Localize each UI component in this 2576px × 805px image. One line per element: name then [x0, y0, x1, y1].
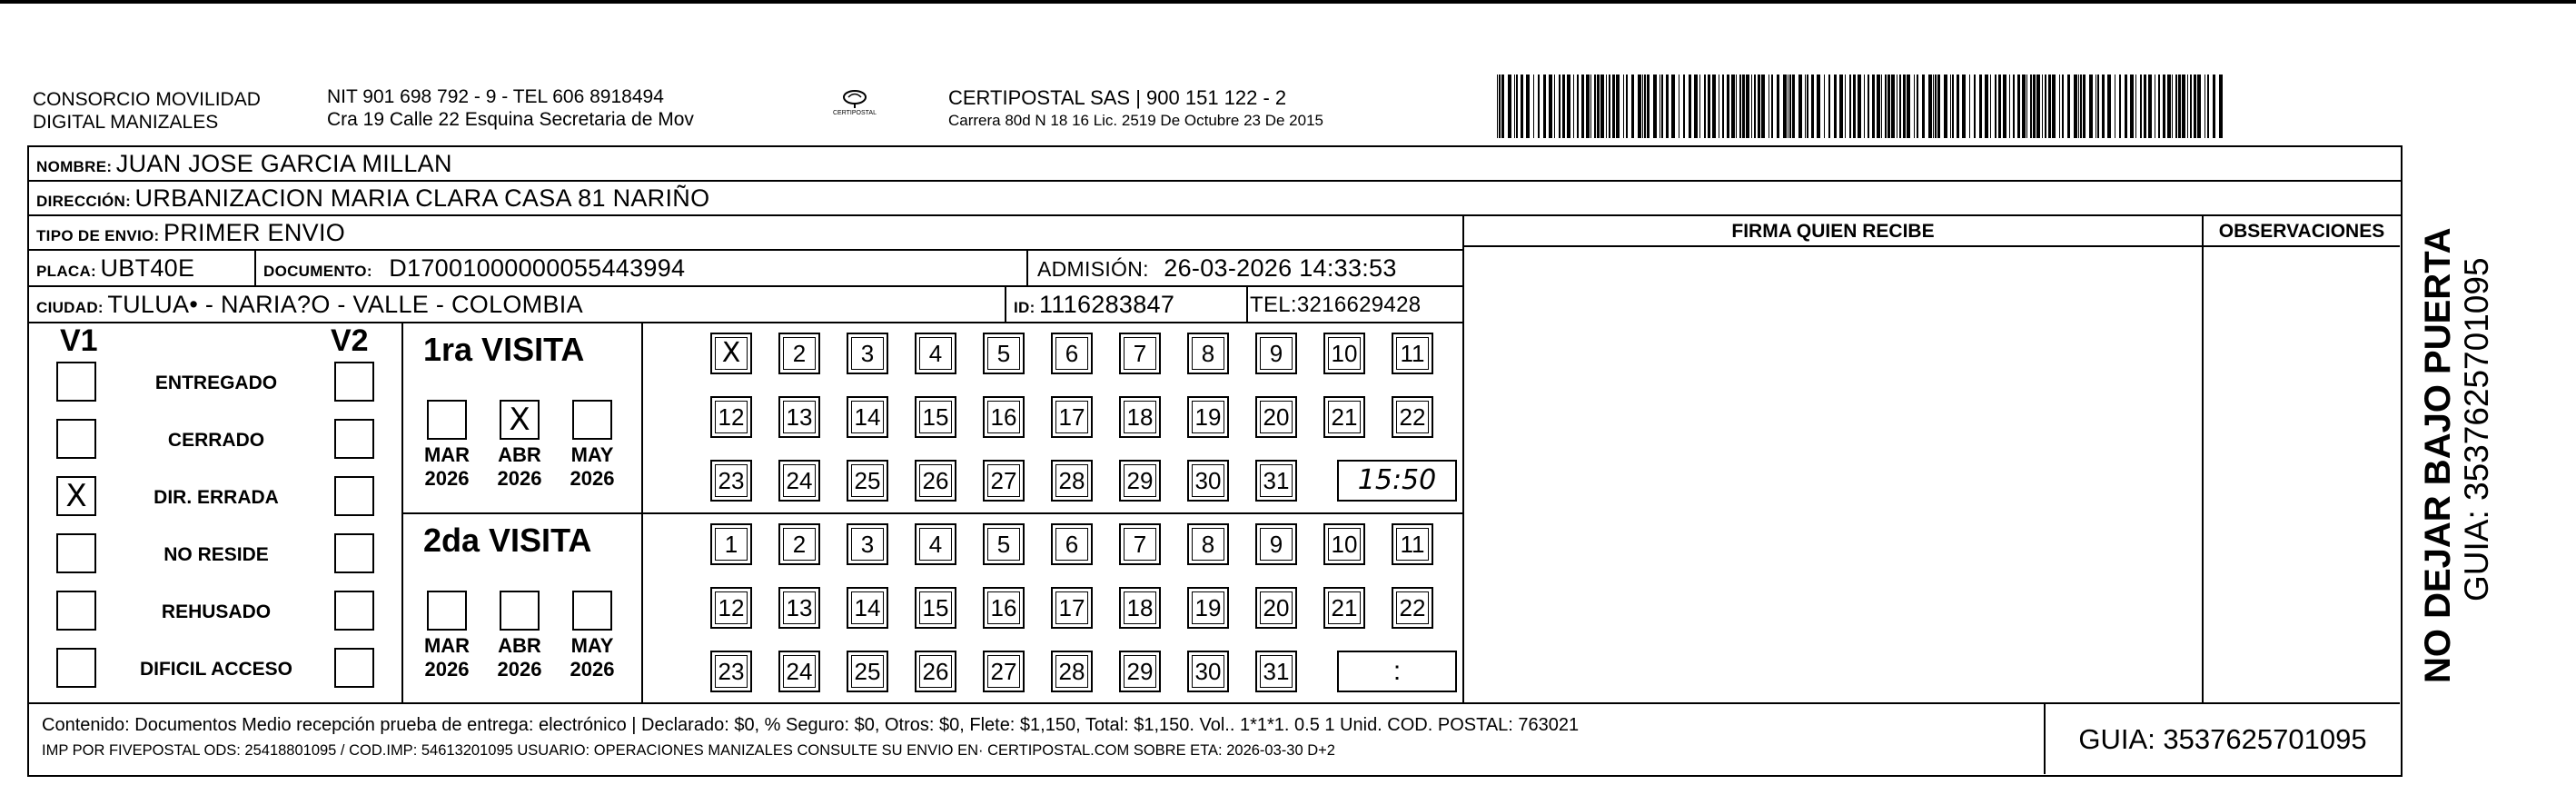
month-name: MAR — [423, 443, 471, 466]
day-number: 14 — [854, 403, 881, 431]
status-option-label: REHUSADO — [161, 601, 272, 622]
side-warning: NO DEJAR BAJO PUERTA — [2418, 227, 2458, 683]
month-name: MAR — [423, 634, 471, 657]
status-option-label: NO RESIDE — [163, 544, 269, 565]
day-box[interactable] — [1051, 587, 1093, 629]
day-box[interactable] — [710, 460, 752, 502]
day-box[interactable] — [1255, 651, 1297, 692]
day-box[interactable] — [710, 333, 752, 374]
day-box[interactable] — [915, 651, 956, 692]
day-box[interactable] — [1119, 523, 1161, 565]
form-box — [27, 145, 2403, 777]
side-guia: GUIA: 3537625701095 — [2458, 257, 2495, 601]
certipostal-sub: Carrera 80d N 18 16 Lic. 2519 De Octubre 23 De 2015 — [948, 112, 1323, 129]
status-option-label: DIR. ERRADA — [154, 487, 279, 508]
day-number: 11 — [1400, 340, 1425, 367]
month-label — [563, 443, 621, 491]
company-name-line1: CONSORCIO MOVILIDAD — [33, 89, 261, 110]
v2-checkbox[interactable] — [334, 419, 374, 459]
month-label — [418, 634, 476, 681]
v1-checkbox[interactable]: X — [56, 476, 96, 516]
visit-2 — [403, 514, 1462, 702]
day-number: 27 — [990, 658, 1017, 685]
day-box[interactable] — [1255, 460, 1297, 502]
company-info-line2: Cra 19 Calle 22 Esquina Secretaria de Mov — [327, 109, 694, 130]
day-box[interactable] — [915, 523, 956, 565]
day-box[interactable] — [1323, 587, 1365, 629]
month-checkbox[interactable] — [572, 591, 612, 631]
day-box[interactable] — [710, 651, 752, 692]
id-label: ID: — [1014, 299, 1035, 316]
row-direccion — [29, 182, 2401, 216]
documento-label: DOCUMENTO: — [263, 263, 372, 280]
day-box[interactable] — [778, 460, 820, 502]
day-number: 31 — [1263, 658, 1290, 685]
month-name: MAY — [570, 443, 614, 466]
day-box[interactable] — [710, 587, 752, 629]
month-year: 2026 — [570, 658, 615, 681]
day-number: 7 — [1133, 340, 1147, 367]
day-box[interactable] — [1051, 460, 1093, 502]
month-checkbox[interactable] — [427, 400, 467, 440]
admision-label: ADMISIÓN: — [1037, 257, 1149, 281]
certipostal-logo — [828, 89, 881, 134]
tipo-value: PRIMER ENVIO — [163, 219, 346, 246]
observaciones-header: OBSERVACIONES — [2204, 216, 2400, 247]
day-number: 29 — [1126, 658, 1154, 685]
day-number: 7 — [1133, 531, 1147, 558]
admision-value: 26-03-2026 14:33:53 — [1164, 254, 1397, 282]
company-info-line1: NIT 901 698 792 - 9 - TEL 606 8918494 — [327, 86, 664, 107]
placa-value: UBT40E — [100, 254, 195, 282]
day-number: 20 — [1263, 594, 1290, 621]
footer-guia-box — [2044, 704, 2400, 774]
direccion-label: DIRECCIÓN: — [36, 193, 132, 210]
day-box[interactable] — [1255, 396, 1297, 438]
v2-label: V2 — [331, 323, 369, 358]
day-box[interactable] — [1187, 460, 1229, 502]
day-number: X — [721, 337, 741, 369]
visit-divider — [641, 514, 643, 702]
month-year: 2026 — [424, 467, 470, 490]
month-checkbox[interactable] — [572, 400, 612, 440]
day-box[interactable] — [1119, 460, 1161, 502]
day-box[interactable] — [983, 460, 1025, 502]
tipo-label: TIPO DE ENVIO: — [36, 227, 160, 244]
day-number: 9 — [1269, 340, 1283, 367]
day-box[interactable] — [847, 396, 888, 438]
month-checkbox[interactable] — [500, 591, 540, 631]
row-tipo — [29, 216, 1462, 251]
month-year: 2026 — [570, 467, 615, 490]
day-number: 19 — [1194, 594, 1222, 621]
visit-title: 2da VISITA — [423, 522, 592, 559]
day-box[interactable] — [847, 460, 888, 502]
ciudad-label: CIUDAD: — [36, 299, 104, 316]
day-box[interactable] — [1187, 396, 1229, 438]
direccion-value: URBANIZACION MARIA CLARA CASA 81 NARIÑO — [134, 184, 710, 212]
status-panel — [29, 323, 403, 702]
day-number: 15 — [922, 594, 949, 621]
day-number: 9 — [1269, 531, 1283, 558]
day-number: 29 — [1126, 467, 1154, 494]
day-number: 16 — [990, 594, 1017, 621]
day-number: 22 — [1399, 594, 1426, 621]
row-nombre — [29, 147, 2401, 182]
day-box[interactable] — [1255, 523, 1297, 565]
month-checkbox[interactable] — [427, 591, 467, 631]
day-box[interactable] — [778, 396, 820, 438]
day-box[interactable] — [983, 651, 1025, 692]
day-box[interactable] — [1187, 651, 1229, 692]
day-number: 20 — [1263, 403, 1290, 431]
day-number: 16 — [990, 403, 1017, 431]
day-box[interactable] — [915, 396, 956, 438]
day-box[interactable] — [847, 333, 888, 374]
month-year: 2026 — [497, 658, 542, 681]
company-name-line2: DIGITAL MANIZALES — [33, 112, 219, 133]
month-label — [490, 634, 549, 681]
day-box[interactable] — [1119, 333, 1161, 374]
day-box[interactable] — [915, 460, 956, 502]
day-box[interactable] — [847, 651, 888, 692]
day-number: 17 — [1058, 594, 1085, 621]
day-number: 28 — [1058, 658, 1085, 685]
month-label — [490, 443, 549, 491]
tel-value: TEL:3216629428 — [1250, 293, 1422, 317]
placa-label: PLACA: — [36, 263, 97, 280]
day-box[interactable] — [1187, 587, 1229, 629]
day-number: 12 — [718, 594, 745, 621]
day-box[interactable] — [1119, 396, 1161, 438]
day-number: 5 — [996, 531, 1011, 558]
day-number: 11 — [1400, 531, 1425, 558]
day-number: 2 — [792, 340, 807, 367]
day-box[interactable] — [1392, 396, 1433, 438]
v2-checkbox[interactable] — [334, 591, 374, 631]
day-box[interactable] — [915, 333, 956, 374]
firma-column — [1462, 216, 2204, 702]
day-box[interactable] — [1187, 523, 1229, 565]
day-number: 25 — [854, 467, 881, 494]
day-number: 28 — [1058, 467, 1085, 494]
month-label — [563, 634, 621, 681]
day-number: 23 — [718, 658, 745, 685]
day-number: 8 — [1201, 531, 1215, 558]
day-box[interactable] — [983, 396, 1025, 438]
day-number: 21 — [1331, 594, 1358, 621]
footer-line1: Contenido: Documentos Medio recepción prueba de entrega: electrónico | Declarado: $0, % Seguro: $0, Otros: $0, Flete: $1,150, Total: $1,150. Vol.. 1*1*1. 0.5 1 Unid. COD. POSTAL: 763021 — [42, 715, 1580, 735]
day-number: 1 — [724, 531, 738, 558]
day-box[interactable] — [1392, 523, 1433, 565]
day-box[interactable] — [847, 523, 888, 565]
month-name: MAY — [570, 634, 614, 657]
day-number: 4 — [928, 531, 943, 558]
time-box[interactable]: : — [1337, 651, 1457, 692]
day-box[interactable] — [983, 523, 1025, 565]
day-number: 8 — [1201, 340, 1215, 367]
day-number: 26 — [922, 658, 949, 685]
day-number: 2 — [792, 531, 807, 558]
documento-value: D17001000000055443994 — [389, 254, 686, 282]
day-number: 18 — [1126, 594, 1154, 621]
ciudad-value: TULUA• - NARIA?O - VALLE - COLOMBIA — [107, 291, 583, 318]
row-placa — [29, 251, 1462, 287]
day-box[interactable] — [1323, 333, 1365, 374]
day-box[interactable] — [915, 587, 956, 629]
time-box[interactable]: 15:50 — [1337, 460, 1457, 502]
day-number: 3 — [860, 340, 875, 367]
left-section — [29, 216, 1462, 702]
id-value: 1116283847 — [1039, 291, 1175, 318]
day-number: 18 — [1126, 403, 1154, 431]
day-number: 22 — [1399, 403, 1426, 431]
footer-line2: IMP POR FIVEPOSTAL ODS: 25418801095 / COD.IMP: 54613201095 USUARIO: OPERACIONES MANIZALES CONSULTE SU ENVIO EN· CERTIPOSTAL.COM SOBRE ETA: 2026-03-30 D+2 — [42, 742, 1335, 759]
day-number: 24 — [786, 467, 813, 494]
status-option-label: CERRADO — [167, 430, 265, 451]
visit-title: 1ra VISITA — [423, 331, 585, 368]
nombre-value: JUAN JOSE GARCIA MILLAN — [115, 150, 452, 177]
day-box[interactable] — [1051, 523, 1093, 565]
certipostal-title: CERTIPOSTAL SAS | 900 151 122 - 2 — [948, 86, 1287, 109]
status-option-label: DIFICIL ACCESO — [139, 659, 292, 680]
day-box[interactable] — [778, 651, 820, 692]
day-number: 12 — [718, 403, 745, 431]
v2-checkbox[interactable] — [334, 362, 374, 402]
day-number: 13 — [786, 403, 813, 431]
month-name: ABR — [498, 634, 541, 657]
day-box[interactable] — [1323, 396, 1365, 438]
day-box[interactable] — [710, 523, 752, 565]
day-box[interactable] — [1255, 587, 1297, 629]
day-box[interactable] — [710, 396, 752, 438]
day-box[interactable] — [778, 587, 820, 629]
row-ciudad — [29, 287, 1462, 323]
month-year: 2026 — [424, 658, 470, 681]
day-number: 4 — [928, 340, 943, 367]
day-box[interactable] — [1255, 333, 1297, 374]
month-name: ABR — [498, 443, 541, 466]
day-number: 3 — [860, 531, 875, 558]
day-number: 31 — [1263, 467, 1290, 494]
day-number: 30 — [1194, 467, 1222, 494]
month-year: 2026 — [497, 467, 542, 490]
observaciones-column — [2204, 216, 2400, 702]
day-box[interactable] — [1392, 587, 1433, 629]
footer-guia: GUIA: 3537625701095 — [2078, 723, 2367, 755]
day-box[interactable] — [847, 587, 888, 629]
day-box[interactable] — [1119, 651, 1161, 692]
day-box[interactable] — [1051, 333, 1093, 374]
status-option-label: ENTREGADO — [154, 373, 278, 393]
day-box[interactable] — [1051, 396, 1093, 438]
day-number: 13 — [786, 594, 813, 621]
day-number: 21 — [1331, 403, 1358, 431]
logo-text: CERTIPOSTAL — [833, 110, 877, 116]
day-number: 17 — [1058, 403, 1085, 431]
day-number: 14 — [854, 594, 881, 621]
v2-checkbox[interactable] — [334, 533, 374, 573]
v2-checkbox[interactable] — [334, 476, 374, 516]
day-number: 24 — [786, 658, 813, 685]
day-number: 6 — [1065, 531, 1079, 558]
day-number: 19 — [1194, 403, 1222, 431]
day-box[interactable] — [1187, 333, 1229, 374]
day-number: 25 — [854, 658, 881, 685]
visit-1 — [403, 323, 1462, 514]
visit-divider — [641, 323, 643, 512]
logo-icon — [841, 89, 868, 109]
day-box[interactable] — [1392, 333, 1433, 374]
day-box[interactable] — [1051, 651, 1093, 692]
day-number: 15 — [922, 403, 949, 431]
company-name — [33, 88, 261, 134]
v1-label: V1 — [60, 323, 98, 358]
day-number: 26 — [922, 467, 949, 494]
nombre-label: NOMBRE: — [36, 158, 113, 175]
day-number: 5 — [996, 340, 1011, 367]
month-checkbox[interactable]: X — [500, 400, 540, 440]
company-info — [327, 85, 694, 131]
certipostal-info — [948, 85, 1323, 132]
day-box[interactable] — [1323, 523, 1365, 565]
barcode — [1497, 75, 2224, 138]
day-number: 6 — [1065, 340, 1079, 367]
day-box[interactable] — [983, 333, 1025, 374]
scan-edge — [0, 0, 2576, 4]
day-number: 27 — [990, 467, 1017, 494]
day-box[interactable] — [1119, 587, 1161, 629]
day-box[interactable] — [983, 587, 1025, 629]
day-box[interactable] — [778, 523, 820, 565]
day-number: 10 — [1331, 531, 1358, 558]
month-label — [418, 443, 476, 491]
footer — [29, 702, 2400, 774]
day-number: 10 — [1331, 340, 1358, 367]
day-box[interactable] — [778, 333, 820, 374]
visit-area — [29, 323, 1462, 702]
day-number: 23 — [718, 467, 745, 494]
day-number: 30 — [1194, 658, 1222, 685]
firma-header: FIRMA QUIEN RECIBE — [1464, 216, 2202, 247]
v2-checkbox[interactable] — [334, 648, 374, 688]
